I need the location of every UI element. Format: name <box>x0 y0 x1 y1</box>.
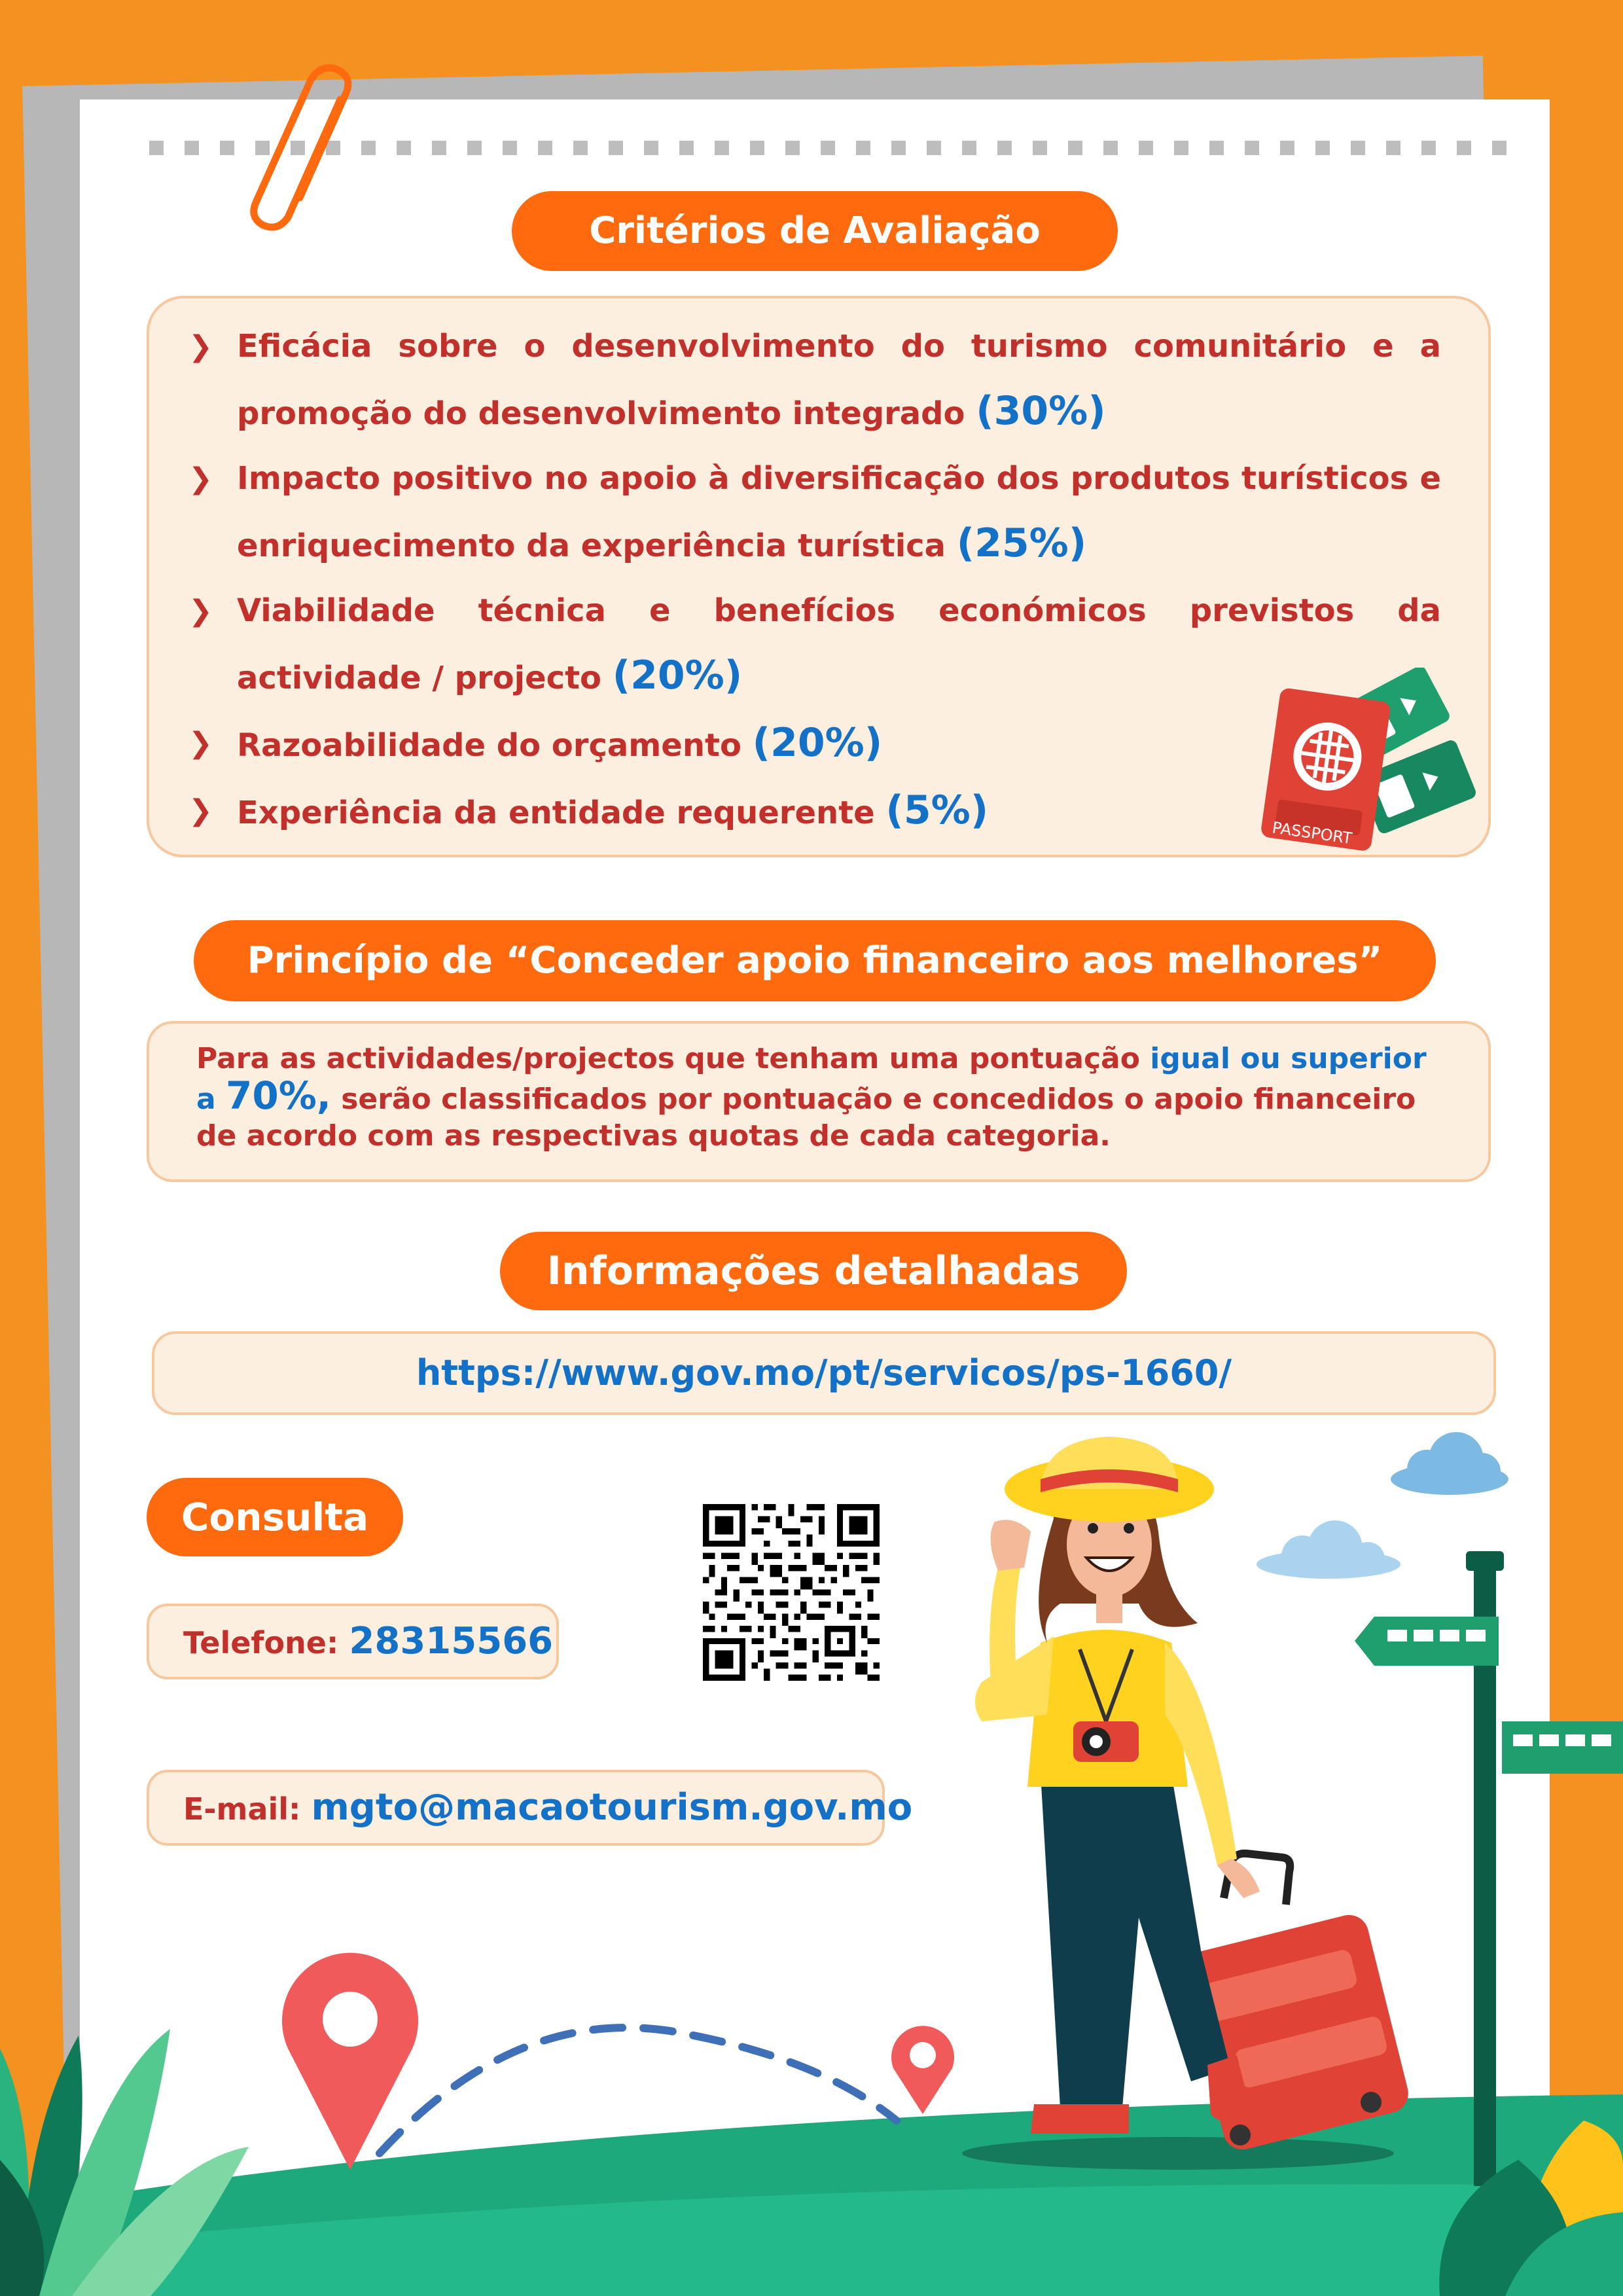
principio-highlight: igual ou superior a <box>196 1042 1427 1116</box>
telefone-label: Telefone: <box>183 1625 349 1660</box>
criterio-item <box>185 711 1441 778</box>
info-url-link[interactable]: https://www.gov.mo/pt/servicos/ps-1660/ <box>416 1352 1232 1393</box>
criterio-text: Impacto positivo no apoio à diversificação dos produtos turísticos e enriquecimento da experiência turística <box>237 460 1441 564</box>
criterios-title: Critérios de Avaliação <box>512 191 1118 271</box>
passport-tickets-illustration <box>1257 668 1505 864</box>
criterio-percent: (30%) <box>976 388 1106 434</box>
criterio-percent: (20%) <box>612 653 743 698</box>
criterio-item <box>185 778 1441 846</box>
principio-text-after: serão classificados por pontuação e concedidos o apoio financeiro de acordo com as respectivas quotas de cada categoria. <box>196 1083 1416 1153</box>
criterio-percent: (25%) <box>956 520 1087 566</box>
chevron-right-icon: ❯ <box>188 594 213 628</box>
paperclip-icon <box>242 60 360 237</box>
passport-label: PASSPORT <box>1271 818 1353 848</box>
criterio-text: Razoabilidade do orçamento <box>237 727 741 764</box>
chevron-right-icon: ❯ <box>188 330 213 363</box>
criterio-item <box>185 314 1441 446</box>
principio-text-before: Para as actividades/projectos que tenham uma pontuação <box>196 1042 1150 1075</box>
criterio-text: Viabilidade técnica e benefícios económicos previstos da actividade / projecto <box>237 592 1441 696</box>
consulta-title: Consulta <box>147 1478 403 1556</box>
telefone-value[interactable]: 28315566 <box>349 1620 554 1662</box>
criterio-text: Eficácia sobre o desenvolvimento do turismo comunitário e a promoção do desenvolvimento integrado <box>237 328 1441 432</box>
map-pin-icon <box>891 2026 954 2114</box>
principio-text <box>196 1041 1446 1155</box>
chevron-right-icon: ❯ <box>188 726 213 760</box>
cloud-icon <box>1257 1520 1400 1579</box>
chevron-right-icon: ❯ <box>188 794 213 827</box>
principio-highlight-percent: 70%, <box>226 1073 331 1118</box>
principio-title: Princípio de “Conceder apoio financeiro aos melhores” <box>194 920 1436 1001</box>
criterio-item <box>185 579 1441 711</box>
cloud-icon <box>1391 1432 1508 1495</box>
chevron-right-icon: ❯ <box>188 462 213 495</box>
criterio-item <box>185 446 1441 579</box>
email-value[interactable]: mgto@macaotourism.gov.mo <box>311 1786 913 1829</box>
informacoes-title: Informações detalhadas <box>500 1232 1127 1310</box>
criterio-percent: (5%) <box>885 787 989 833</box>
criterio-text: Experiência da entidade requerente <box>237 795 875 831</box>
travel-scene-illustration <box>0 1407 1623 2296</box>
criterios-list <box>185 314 1441 846</box>
criterio-percent: (20%) <box>752 720 883 766</box>
email-label: E-mail: <box>183 1791 312 1827</box>
